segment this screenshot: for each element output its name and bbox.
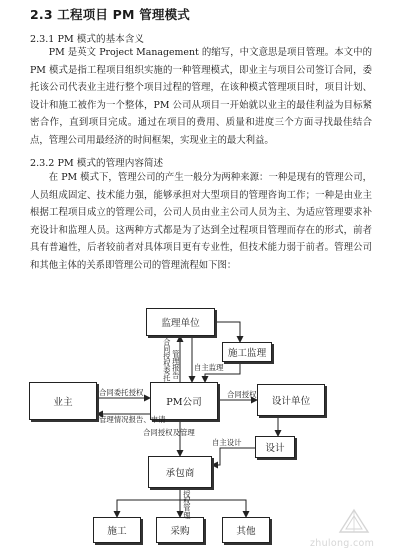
- label-pm-contractor-contract: 合同授权及管理: [143, 428, 195, 437]
- subsection-2-body: 在 PM 模式下，管理公司的产生一般分为两种来源：一种是现有的管理公司，人员组成固定、技术能力强，能够承担对大型项目的管理咨询工作；一种是由业主根据工程项目成立的管理公司，公司人员由业主公司人员为主、为适应管理要求补充设计和监理人员。这两种方式都是为了达到全过程项目管理而存在的形式，前者具有普遍性，后者较前者对具体项目更有专业性，但技术能力弱于前者。管理公司和其他主体的关系即管理公司的管理流程如下图：: [30, 172, 372, 271]
- box-owner: 业主: [29, 382, 97, 420]
- subsection-1-body: PM 是英文 Project Management 的缩写，中文意思是项目管理。本文中的 PM 模式是指工程项目组织实施的一种管理模式，即业主与项目公司签订合同，委托该公司代表业主进行整个项目过程的管理，在该种模式管理项目时，项目计划、设计和施工被作为一个整体，PM 公司从项目一开始就以业主的最佳利益为目标紧密合作，直到项目完成。通过在项目的费用、质量和进度三个方面寻找最佳结合点，管理公司用最经济的时间框架，实现业主的最大利益。: [30, 47, 372, 146]
- box-pm-company: PM公司: [150, 382, 218, 420]
- box-design: 设计: [255, 436, 295, 458]
- box-procurement: 采购: [156, 517, 204, 543]
- watermark-text: zhulong.com: [310, 538, 375, 549]
- label-independent-supervision: 自主监理: [194, 363, 224, 372]
- subsection-2-heading: 2.3.2 PM 模式的管理内容简述: [30, 158, 164, 169]
- subsection-1-heading: 2.3.1 PM 模式的基本含义: [30, 34, 144, 45]
- edge-supervision-to-construction-supervision: [215, 322, 240, 342]
- box-construction-supervision: 施工监理: [222, 342, 272, 362]
- box-construction: 施工: [93, 517, 141, 543]
- label-pm-design-contract: 合同授权: [227, 390, 257, 399]
- label-design-independent: 自主设计: [212, 438, 242, 447]
- label-contractor-authorization: 授权管理: [182, 490, 192, 519]
- box-others: 其他: [222, 517, 270, 543]
- edge-design-to-contractor: [212, 448, 255, 465]
- box-supervision-unit: 监理单位: [146, 308, 215, 336]
- label-owner-pm-contract: 合同委托授权: [99, 388, 144, 397]
- box-contractor: 承包商: [148, 456, 212, 488]
- watermark-logo-icon: [310, 508, 394, 538]
- label-pm-to-supervision: 合同授权委托: [162, 338, 172, 382]
- edge-contractor-to-construction: [117, 488, 180, 517]
- label-owner-pm-report: 管理情况报告、申请: [99, 415, 166, 424]
- box-design-unit: 设计单位: [257, 384, 325, 416]
- section-heading: 2.3 工程项目 PM 管理模式: [30, 7, 190, 22]
- zhulong-watermark: [310, 508, 394, 554]
- label-supervision-report: 管理报告: [171, 350, 181, 379]
